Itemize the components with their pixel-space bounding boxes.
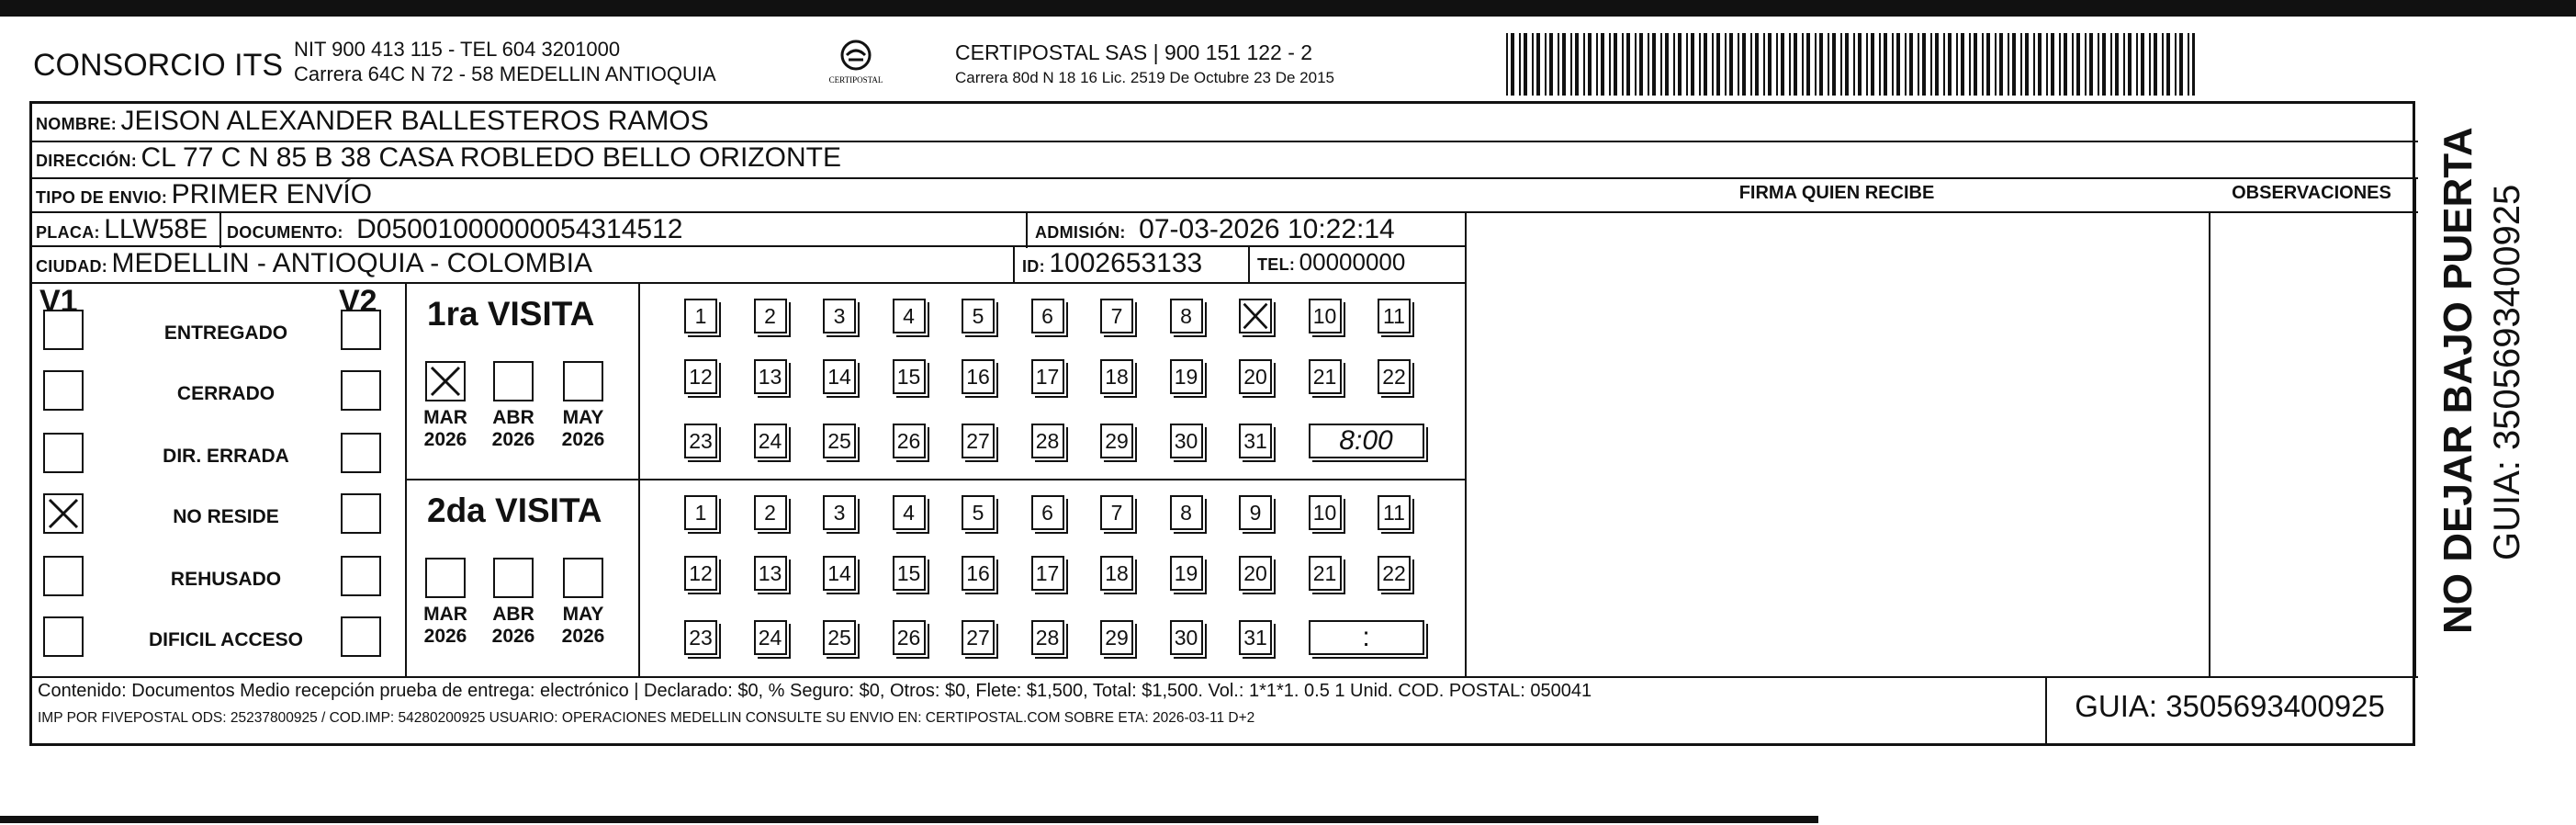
day-box[interactable]: 9: [1239, 495, 1272, 530]
month-year: 2026: [423, 429, 467, 450]
day-box[interactable]: 27: [962, 620, 995, 655]
barcode-bar: [1519, 33, 1521, 96]
direccion-value: CL 77 C N 85 B 38 CASA ROBLEDO BELLO ORIZONTE: [141, 142, 841, 173]
firma-header: FIRMA QUIEN RECIBE: [1738, 183, 1935, 203]
barcode-bar: [2179, 33, 2183, 96]
footer-content-line: Contenido: Documentos Medio recepción prueba de entrega: electrónico | Declarado: $0, % Seguro: $0, Otros: $0, Flete: $1,500, Total: $1,500. Vol.: 1*1*1. 0.5 1 Unid. COD. POSTAL: 050041: [38, 681, 1592, 701]
barcode-bar: [2141, 33, 2144, 96]
barcode-bar: [1712, 33, 1714, 96]
barcode-bar: [1982, 33, 1984, 96]
tipo-envio-value: PRIMER ENVÍO: [171, 179, 373, 209]
nombre-label: NOMBRE:: [36, 115, 118, 133]
day-box[interactable]: 31: [1239, 620, 1272, 655]
day-box[interactable]: 17: [1031, 556, 1064, 591]
v1-label: V1: [39, 284, 78, 319]
day-box[interactable]: 22: [1378, 556, 1411, 591]
barcode-bar: [1789, 33, 1791, 96]
day-box[interactable]: 4: [893, 495, 926, 530]
tel-value: 00000000: [1299, 248, 1406, 276]
month-name: MAY: [562, 407, 604, 428]
day-box[interactable]: 2: [754, 299, 787, 333]
month-name: MAR: [423, 604, 467, 625]
delivery-form: [29, 101, 2415, 746]
barcode-bar: [1819, 33, 1823, 96]
rule: [32, 282, 1465, 284]
barcode-bar: [1545, 33, 1547, 96]
day-box[interactable]: 30: [1170, 424, 1203, 458]
barcode-bar: [1609, 33, 1611, 96]
tel-field: [1257, 248, 1405, 277]
tipo-envio-label: TIPO DE ENVIO:: [36, 188, 168, 207]
barcode-bar: [2149, 33, 2151, 96]
barcode-bar: [1635, 33, 1637, 96]
barcode-bar: [2175, 33, 2177, 96]
carrier-line2: Carrera 80d N 18 16 Lic. 2519 De Octubre 23 De 2015: [955, 69, 1334, 86]
day-box[interactable]: 26: [893, 620, 926, 655]
barcode-bar: [1802, 33, 1804, 96]
month-name: ABR: [492, 604, 534, 625]
visit1-title: 1ra VISITA: [427, 295, 595, 333]
v1-checkbox[interactable]: [43, 310, 84, 350]
barcode-bar: [1678, 33, 1682, 96]
barcode-bar: [2064, 33, 2067, 96]
day-box[interactable]: 6: [1031, 495, 1064, 530]
barcode-bar: [1845, 33, 1849, 96]
status-option-label: ENTREGADO: [163, 322, 288, 344]
v2-checkbox[interactable]: [341, 370, 381, 411]
day-box[interactable]: [1239, 299, 1272, 333]
v2-checkbox[interactable]: [341, 556, 381, 596]
barcode-bar: [1570, 33, 1572, 96]
barcode-bar: [1896, 33, 1900, 96]
status-option-label: DIR. ERRADA: [163, 446, 289, 467]
barcode-bar: [1704, 33, 1707, 96]
status-option-label: NO RESIDE: [173, 506, 279, 527]
barcode-bar: [1699, 33, 1701, 96]
v1-checkbox[interactable]: [43, 616, 84, 657]
rule: [2414, 177, 2416, 676]
tipo-envio-field: [36, 179, 372, 210]
barcode-bar: [1858, 33, 1862, 96]
time-box[interactable]: 8:00: [1309, 424, 1424, 458]
day-box[interactable]: 24: [754, 620, 787, 655]
barcode-bar: [1511, 33, 1514, 96]
day-box[interactable]: 16: [962, 556, 995, 591]
id-label: ID:: [1022, 257, 1045, 276]
barcode-bar: [1562, 33, 1566, 96]
barcode-bar: [1665, 33, 1669, 96]
barcode-bar: [1776, 33, 1778, 96]
admision-field: [1035, 214, 1395, 245]
barcode-bar: [1956, 33, 1958, 96]
barcode-bar: [1729, 33, 1733, 96]
barcode-bar: [2020, 33, 2022, 96]
barcode-bar: [1879, 33, 1881, 96]
day-box[interactable]: 8: [1170, 495, 1203, 530]
month-checkbox[interactable]: [493, 558, 534, 598]
barcode-bar: [1725, 33, 1727, 96]
rule: [405, 282, 407, 676]
side-guia-text: GUIA: 3505693400925: [2487, 184, 2527, 560]
rule: [1248, 245, 1250, 282]
barcode-bar: [1524, 33, 1527, 96]
barcode-bar: [2072, 33, 2074, 96]
day-box[interactable]: 23: [684, 424, 717, 458]
barcode-bar: [2008, 33, 2009, 96]
day-box[interactable]: 8: [1170, 299, 1203, 333]
footer-print-line: IMP POR FIVEPOSTAL ODS: 25237800925 / COD.IMP: 54280200925 USUARIO: OPERACIONES MEDELLIN CONSULTE SU ENVIO EN: CERTIPOSTAL.COM SOBRE ETA: 2026-03-11 D+2: [38, 710, 1255, 726]
barcode-bar: [2128, 33, 2132, 96]
company-info-line1: NIT 900 413 115 - TEL 604 3201000: [294, 38, 621, 61]
barcode-bar: [1596, 33, 1598, 96]
rule: [32, 211, 2418, 213]
day-box[interactable]: 14: [823, 359, 856, 394]
barcode-bar: [2012, 33, 2016, 96]
barcode-bar: [1626, 33, 1630, 96]
barcode-bar: [1909, 33, 1913, 96]
day-box[interactable]: 5: [962, 299, 995, 333]
v2-checkbox[interactable]: [341, 616, 381, 657]
barcode: [1506, 33, 2195, 96]
barcode-bar: [1781, 33, 1784, 96]
month-year: 2026: [561, 626, 605, 647]
placa-value: LLW58E: [104, 214, 208, 244]
rule: [405, 479, 1465, 480]
barcode-bar: [2115, 33, 2119, 96]
barcode-bar: [1999, 33, 2003, 96]
barcode-bar: [1905, 33, 1907, 96]
day-box[interactable]: 17: [1031, 359, 1064, 394]
barcode-bar: [1922, 33, 1926, 96]
barcode-bar: [1755, 33, 1759, 96]
barcode-bar: [1794, 33, 1797, 96]
barcode-bar: [1815, 33, 1817, 96]
day-box[interactable]: 10: [1309, 299, 1342, 333]
barcode-bar: [1648, 33, 1649, 96]
placa-label: PLACA:: [36, 223, 100, 242]
barcode-bar: [2166, 33, 2170, 96]
carrier-info: [955, 40, 1334, 90]
day-box[interactable]: 20: [1239, 359, 1272, 394]
day-box[interactable]: 10: [1309, 495, 1342, 530]
day-box[interactable]: 6: [1031, 299, 1064, 333]
day-box[interactable]: 31: [1239, 424, 1272, 458]
logo-text: CERTIPOSTAL: [828, 75, 883, 85]
rule: [1026, 211, 1028, 248]
day-box[interactable]: 19: [1170, 556, 1203, 591]
ciudad-field: [36, 248, 592, 279]
barcode-bar: [1840, 33, 1842, 96]
barcode-bar: [1969, 33, 1971, 96]
month-name: MAY: [562, 604, 604, 625]
month-year: 2026: [491, 429, 535, 450]
day-box[interactable]: 11: [1378, 299, 1411, 333]
company-info: [294, 37, 716, 86]
barcode-bar: [1536, 33, 1540, 96]
month-checkbox[interactable]: [425, 558, 466, 598]
ciudad-value: MEDELLIN - ANTIOQUIA - COLOMBIA: [111, 248, 592, 278]
v1-checkbox[interactable]: [43, 433, 84, 473]
barcode-bar: [2192, 33, 2195, 96]
day-box[interactable]: 12: [684, 556, 717, 591]
month-label: [486, 604, 541, 648]
barcode-bar: [2025, 33, 2029, 96]
day-box[interactable]: 2: [754, 495, 787, 530]
day-box[interactable]: 25: [823, 620, 856, 655]
month-label: [418, 604, 473, 648]
v1-checkbox[interactable]: [43, 556, 84, 596]
barcode-bar: [1686, 33, 1688, 96]
day-box[interactable]: 22: [1378, 359, 1411, 394]
day-box[interactable]: 13: [754, 359, 787, 394]
documento-value: D05001000000054314512: [356, 214, 683, 244]
day-box[interactable]: 3: [823, 495, 856, 530]
ciudad-label: CIUDAD:: [36, 257, 108, 276]
barcode-bar: [2154, 33, 2157, 96]
barcode-bar: [1660, 33, 1662, 96]
barcode-bar: [2110, 33, 2112, 96]
barcode-bar: [2076, 33, 2080, 96]
day-box[interactable]: 7: [1100, 495, 1133, 530]
nombre-field: [36, 106, 709, 137]
barcode-bar: [1614, 33, 1617, 96]
barcode-bar: [2123, 33, 2125, 96]
month-name: ABR: [492, 407, 534, 428]
day-box[interactable]: 24: [754, 424, 787, 458]
day-box[interactable]: 4: [893, 299, 926, 333]
rule: [32, 245, 1465, 247]
barcode-bar: [2098, 33, 2099, 96]
rule: [1013, 245, 1015, 282]
barcode-bar: [2046, 33, 2048, 96]
month-checkbox[interactable]: [425, 361, 466, 401]
day-box[interactable]: 16: [962, 359, 995, 394]
barcode-bar: [1828, 33, 1829, 96]
month-label: [556, 604, 611, 648]
observaciones-header: OBSERVACIONES: [2232, 183, 2391, 203]
day-box[interactable]: 14: [823, 556, 856, 591]
barcode-bar: [1995, 33, 1997, 96]
barcode-bar: [1716, 33, 1720, 96]
visit2-title: 2da VISITA: [427, 492, 602, 529]
month-label: [486, 407, 541, 451]
company-info-line2: Carrera 64C N 72 - 58 MEDELLIN ANTIOQUIA: [294, 62, 716, 85]
day-box[interactable]: 7: [1100, 299, 1133, 333]
day-box[interactable]: 23: [684, 620, 717, 655]
status-option-label: REHUSADO: [170, 569, 282, 590]
barcode-bar: [1930, 33, 1932, 96]
barcode-bar: [2162, 33, 2164, 96]
barcode-bar: [1866, 33, 1868, 96]
v2-checkbox[interactable]: [341, 310, 381, 350]
status-option-label: DIFICIL ACCESO: [148, 629, 303, 650]
month-year: 2026: [491, 626, 535, 647]
month-checkbox[interactable]: [563, 361, 603, 401]
time-box[interactable]: :: [1309, 620, 1424, 655]
barcode-bar: [2102, 33, 2106, 96]
day-box[interactable]: 1: [684, 495, 717, 530]
day-box[interactable]: 27: [962, 424, 995, 458]
v1-checkbox[interactable]: [43, 493, 84, 534]
day-box[interactable]: 15: [893, 359, 926, 394]
id-field: [1022, 248, 1202, 279]
barcode-bar: [1961, 33, 1964, 96]
month-label: [418, 407, 473, 451]
day-box[interactable]: 13: [754, 556, 787, 591]
rule: [2209, 211, 2210, 676]
month-year: 2026: [423, 626, 467, 647]
barcode-bar: [1892, 33, 1894, 96]
barcode-bar: [1806, 33, 1810, 96]
admision-value: 07-03-2026 10:22:14: [1139, 214, 1395, 244]
day-box[interactable]: 5: [962, 495, 995, 530]
barcode-bar: [1871, 33, 1874, 96]
barcode-bar: [1935, 33, 1939, 96]
month-label: [556, 407, 611, 451]
day-box[interactable]: 18: [1100, 556, 1133, 591]
barcode-bar: [2033, 33, 2035, 96]
v2-label: V2: [339, 284, 377, 319]
barcode-bar: [2038, 33, 2042, 96]
bottom-border: [0, 816, 1818, 823]
barcode-bar: [1918, 33, 1919, 96]
rule: [219, 211, 221, 248]
barcode-bar: [1943, 33, 1945, 96]
status-option-label: CERRADO: [176, 383, 276, 404]
barcode-bar: [1588, 33, 1592, 96]
barcode-bar: [1622, 33, 1624, 96]
guia-number: GUIA: 3505693400925: [2075, 689, 2385, 723]
day-box[interactable]: 3: [823, 299, 856, 333]
month-checkbox[interactable]: [493, 361, 534, 401]
barcode-bar: [2188, 33, 2189, 96]
nombre-value: JEISON ALEXANDER BALLESTEROS RAMOS: [120, 106, 709, 136]
rule: [32, 177, 2418, 179]
day-box[interactable]: 12: [684, 359, 717, 394]
barcode-bar: [2136, 33, 2138, 96]
barcode-bar: [1532, 33, 1534, 96]
rule: [638, 282, 640, 676]
day-box[interactable]: 19: [1170, 359, 1203, 394]
day-box[interactable]: 1: [684, 299, 717, 333]
documento-label: DOCUMENTO:: [227, 223, 343, 242]
day-box[interactable]: 11: [1378, 495, 1411, 530]
barcode-bar: [2085, 33, 2087, 96]
barcode-bar: [1768, 33, 1772, 96]
v2-checkbox[interactable]: [341, 433, 381, 473]
id-value: 1002653133: [1049, 248, 1203, 278]
barcode-bar: [1986, 33, 1990, 96]
barcode-bar: [1750, 33, 1752, 96]
barcode-bar: [2051, 33, 2054, 96]
day-box[interactable]: 30: [1170, 620, 1203, 655]
direccion-field: [36, 142, 841, 174]
barcode-bar: [1853, 33, 1855, 96]
barcode-bar: [1738, 33, 1739, 96]
day-box[interactable]: 28: [1031, 620, 1064, 655]
barcode-bar: [1652, 33, 1656, 96]
barcode-bar: [1884, 33, 1887, 96]
day-box[interactable]: 18: [1100, 359, 1133, 394]
month-name: MAR: [423, 407, 467, 428]
barcode-bar: [1948, 33, 1952, 96]
day-box[interactable]: 29: [1100, 620, 1133, 655]
carrier-line1: CERTIPOSTAL SAS | 900 151 122 - 2: [955, 40, 1313, 64]
day-box[interactable]: 21: [1309, 556, 1342, 591]
side-no-dejar: NO DEJAR BAJO PUERTA: [2435, 127, 2480, 634]
barcode-bar: [1549, 33, 1553, 96]
barcode-bar: [1558, 33, 1559, 96]
barcode-bar: [1974, 33, 1977, 96]
v2-checkbox[interactable]: [341, 493, 381, 534]
barcode-bar: [1639, 33, 1643, 96]
day-box[interactable]: 21: [1309, 359, 1342, 394]
top-border: [0, 0, 2576, 17]
barcode-bar: [1506, 33, 1508, 96]
day-box[interactable]: 15: [893, 556, 926, 591]
day-box[interactable]: 28: [1031, 424, 1064, 458]
certipostal-logo: [825, 35, 887, 90]
rule: [1465, 211, 1467, 676]
admision-label: ADMISIÓN:: [1035, 223, 1126, 242]
day-box[interactable]: 20: [1239, 556, 1272, 591]
barcode-bar: [1763, 33, 1765, 96]
tel-label: TEL:: [1257, 255, 1296, 274]
barcode-bar: [2059, 33, 2061, 96]
documento-field: [227, 214, 682, 245]
day-box[interactable]: 25: [823, 424, 856, 458]
company-name: CONSORCIO ITS: [33, 48, 284, 83]
placa-field: [36, 214, 208, 245]
barcode-bar: [1583, 33, 1585, 96]
month-year: 2026: [561, 429, 605, 450]
barcode-bar: [1832, 33, 1836, 96]
barcode-bar: [1742, 33, 1746, 96]
month-checkbox[interactable]: [563, 558, 603, 598]
v1-checkbox[interactable]: [43, 370, 84, 411]
barcode-bar: [1691, 33, 1694, 96]
direccion-label: DIRECCIÓN:: [36, 152, 137, 170]
barcode-bar: [1575, 33, 1579, 96]
barcode-bar: [1673, 33, 1675, 96]
day-box[interactable]: 26: [893, 424, 926, 458]
barcode-bar: [1601, 33, 1604, 96]
barcode-bar: [2089, 33, 2093, 96]
day-box[interactable]: 29: [1100, 424, 1133, 458]
